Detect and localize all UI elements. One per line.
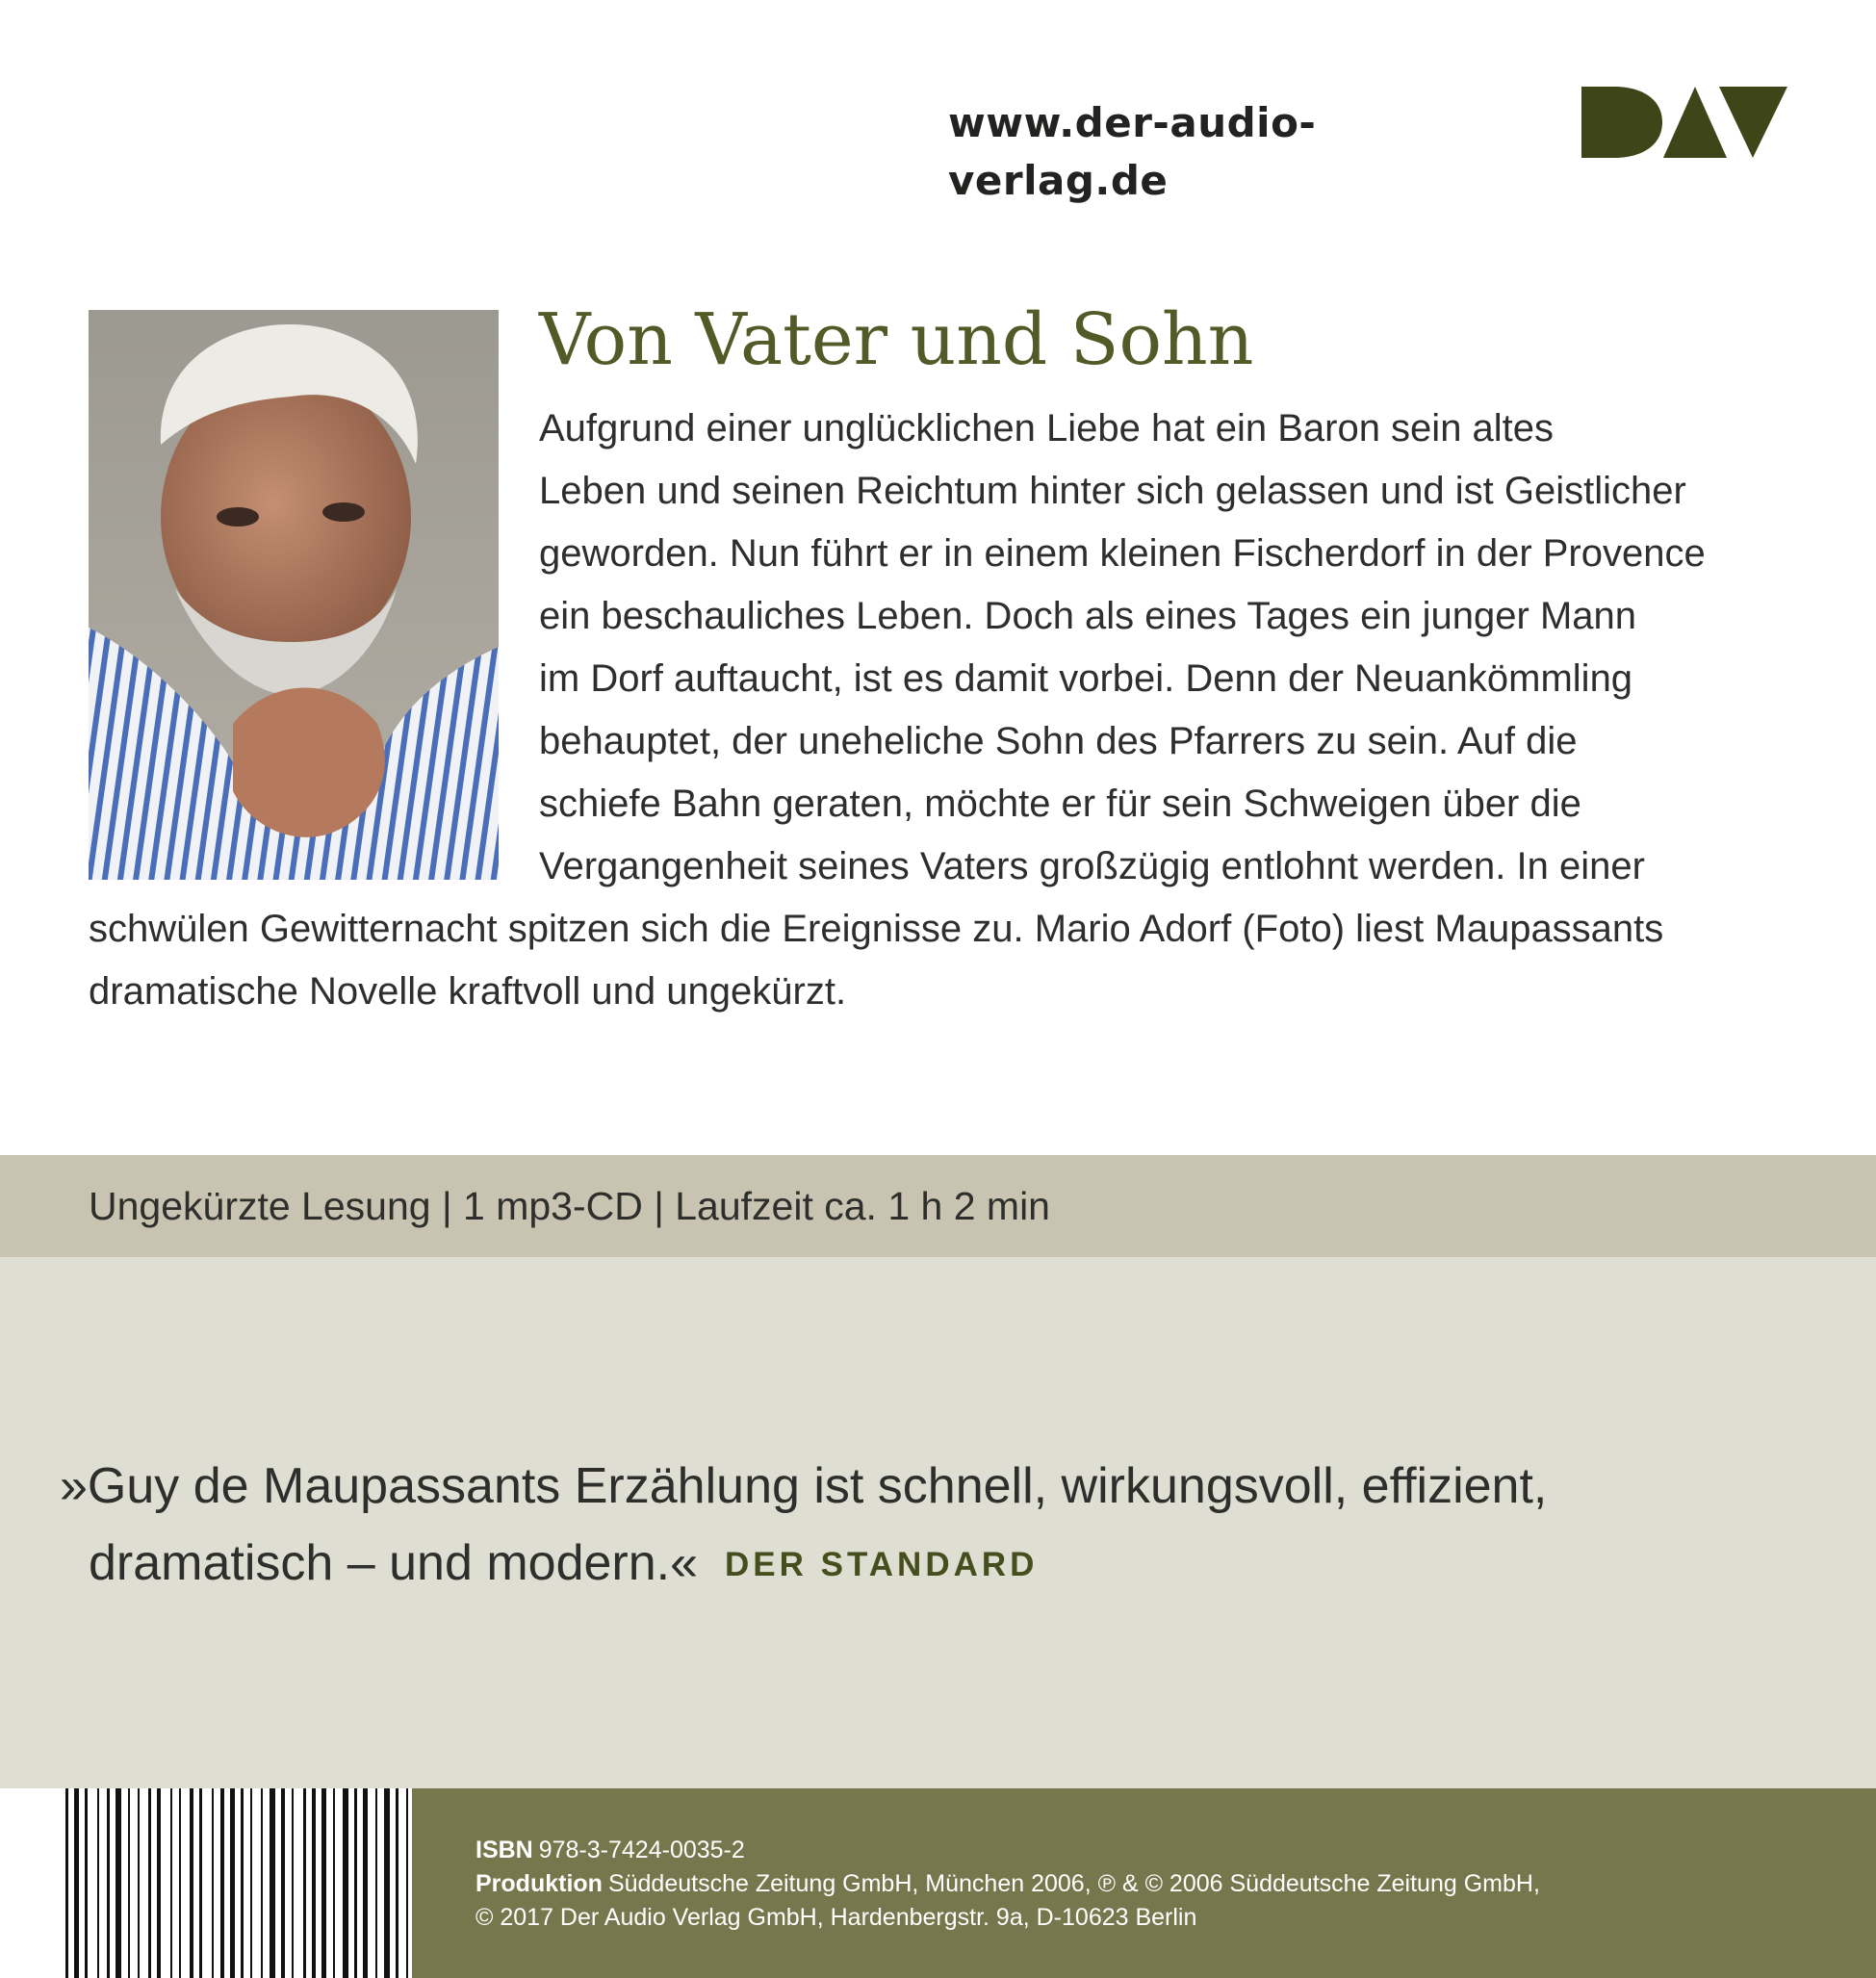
description-line: behauptet, der uneheliche Sohn des Pfarrers zu sein. Auf die bbox=[539, 720, 1578, 762]
book-title: Von Vater und Sohn bbox=[539, 298, 1254, 381]
dav-logo bbox=[1581, 87, 1787, 158]
barcode-bar bbox=[396, 1788, 398, 1978]
review-quote-text: dramatisch – und modern.« bbox=[89, 1535, 699, 1591]
barcode-bar bbox=[65, 1788, 68, 1978]
barcode-bar bbox=[148, 1788, 151, 1978]
barcode-bar bbox=[292, 1788, 294, 1978]
production-label: Produktion bbox=[475, 1870, 603, 1897]
description-line: dramatische Novelle kraftvoll und ungekürzt. bbox=[89, 970, 847, 1013]
barcode-bar bbox=[138, 1788, 140, 1978]
isbn-label: ISBN bbox=[475, 1837, 533, 1863]
barcode-bar bbox=[157, 1788, 161, 1978]
author-portrait-photo bbox=[89, 310, 499, 880]
barcode-bar bbox=[128, 1788, 130, 1978]
description-line: schwülen Gewitternacht spitzen sich die Ereignisse zu. Mario Adorf (Foto) liest Maupassants bbox=[89, 908, 1664, 950]
publisher-url[interactable]: www.der-audio-verlag.de bbox=[948, 99, 1317, 204]
barcode-bar bbox=[261, 1788, 263, 1978]
barcode-bar bbox=[116, 1788, 121, 1978]
barcode-bar bbox=[199, 1788, 202, 1978]
barcode-bar bbox=[97, 1788, 99, 1978]
barcode-bar bbox=[212, 1788, 214, 1978]
barcode-bar bbox=[220, 1788, 224, 1978]
barcode-bar bbox=[384, 1788, 390, 1978]
copyright-line: © 2017 Der Audio Verlag GmbH, Hardenbergstr. 9a, D-10623 Berlin bbox=[475, 1904, 1197, 1931]
barcode-bar bbox=[270, 1788, 275, 1978]
barcode-bar bbox=[107, 1788, 110, 1978]
barcode-bar bbox=[375, 1788, 377, 1978]
description-line: geworden. Nun führt er in einem kleinen Fischerdorf in der Provence bbox=[539, 532, 1706, 575]
description-line: ein beschauliches Leben. Doch als eines Tages ein junger Mann bbox=[539, 595, 1637, 637]
barcode-bar bbox=[250, 1788, 252, 1978]
description-line: schiefe Bahn geraten, möchte er für sein Schweigen über die bbox=[539, 783, 1581, 825]
description-line: Aufgrund einer unglücklichen Liebe hat ein Baron sein altes bbox=[539, 407, 1555, 450]
production-value: Süddeutsche Zeitung GmbH, München 2006, ℗ & © 2006 Süddeutsche Zeitung GmbH, bbox=[607, 1870, 1540, 1897]
barcode-bar bbox=[406, 1788, 408, 1978]
barcode-bar bbox=[170, 1788, 172, 1978]
barcode-bar bbox=[343, 1788, 348, 1978]
barcode-bar bbox=[281, 1788, 285, 1978]
description-line: Vergangenheit seines Vaters großzügig entlohnt werden. In einer bbox=[539, 845, 1645, 887]
barcode-bar bbox=[241, 1788, 244, 1978]
logo-letter-v bbox=[1719, 87, 1787, 158]
logo-letter-d bbox=[1581, 87, 1662, 158]
barcode-bar bbox=[321, 1788, 326, 1978]
barcode-bar bbox=[303, 1788, 306, 1978]
barcode-bar bbox=[74, 1788, 79, 1978]
description-line: Leben und seinen Reichtum hinter sich gelassen und ist Geistlicher bbox=[539, 470, 1686, 512]
barcode-bar bbox=[230, 1788, 235, 1978]
description-line: im Dorf auftaucht, ist es damit vorbei. Denn der Neuankömmling bbox=[539, 657, 1633, 700]
barcode-icon bbox=[65, 1788, 412, 1978]
isbn-line bbox=[475, 1833, 745, 1867]
barcode-bar bbox=[354, 1788, 357, 1978]
barcode-bar bbox=[190, 1788, 193, 1978]
logo-letter-a bbox=[1663, 87, 1727, 158]
isbn-value: 978-3-7424-0035-2 bbox=[538, 1837, 745, 1863]
barcode-bar bbox=[312, 1788, 316, 1978]
quote-band bbox=[0, 1257, 1876, 1788]
review-quote-line-2 bbox=[89, 1529, 1038, 1599]
barcode-bar bbox=[85, 1788, 88, 1978]
barcode-bar bbox=[179, 1788, 181, 1978]
production-line bbox=[475, 1866, 1540, 1901]
review-source: DER STANDARD bbox=[725, 1546, 1039, 1583]
review-quote-line-1: »Guy de Maupassants Erzählung ist schnell, wirkungsvoll, effizient, bbox=[60, 1458, 1548, 1514]
barcode-bar bbox=[333, 1788, 335, 1978]
barcode-bar bbox=[363, 1788, 368, 1978]
product-info: Ungekürzte Lesung | 1 mp3-CD | Laufzeit ca. 1 h 2 min bbox=[89, 1184, 1050, 1228]
